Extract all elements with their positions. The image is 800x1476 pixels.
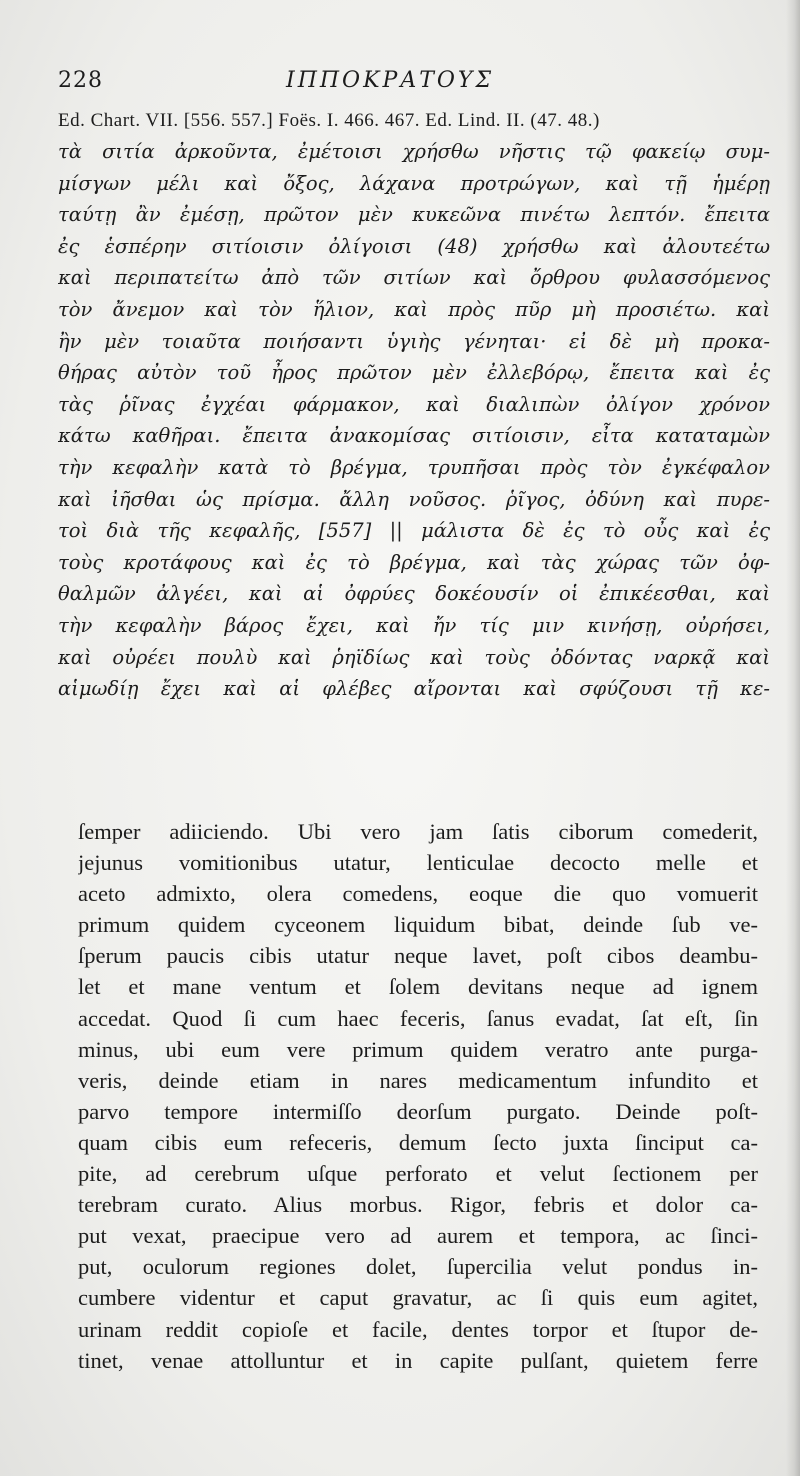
- greek-line: τὰς ῥῖνας ἐγχέαι φάρμακον, καὶ διαλιπὼν ὀλίγον χρόνον: [58, 392, 770, 416]
- latin-line: let et mane ventum et ſolem devitans neque ad ignem: [78, 974, 758, 1000]
- latin-line: quam cibis eum refeceris, demum ſecto juxta ſinciput ca-: [78, 1129, 758, 1155]
- latin-line: terebram curato. Alius morbus. Rigor, febris et dolor ca-: [78, 1192, 758, 1218]
- latin-text-block: [78, 816, 758, 1376]
- latin-line: urinam reddit copioſe et facile, dentes torpor et ſtupor de-: [78, 1316, 758, 1342]
- greek-line: τὰ σιτία ἀρκοῦντα, ἐμέτοισι χρήσθω νῆστις τῷ φακείῳ συμ-: [58, 140, 770, 163]
- greek-line: τὴν κεφαλὴν κατὰ τὸ βρέγμα, τρυπῆσαι πρὸς τὸν ἐγκέφαλον: [58, 455, 770, 479]
- greek-line: τὸν ἄνεμον καὶ τὸν ἥλιον, καὶ πρὸς πῦρ μὴ προσιέτω. καὶ: [58, 297, 770, 321]
- edition-reference: Ed. Chart. VII. [556. 557.] Foës. I. 466. 467. Ed. Lind. II. (47. 48.): [58, 110, 600, 131]
- latin-line: pite, ad cerebrum uſque perforato et velut ſectionem per: [78, 1161, 758, 1187]
- greek-line: τοὺς κροτάφους καὶ ἐς τὸ βρέγμα, καὶ τὰς χώρας τῶν ὀφ-: [58, 550, 770, 574]
- latin-line: accedat. Quod ſi cum haec feceris, ſanus evadat, ſat eſt, ſin: [78, 1005, 758, 1031]
- latin-line: primum quidem cyceonem liquidum bibat, deinde ſub ve-: [78, 912, 758, 938]
- greek-line: μίσγων μέλι καὶ ὄξος, λάχανα προτρώγων, καὶ τῇ ἡμέρῃ: [58, 171, 770, 195]
- latin-line: put, oculorum regiones dolet, ſupercilia velut pondus in-: [78, 1254, 758, 1280]
- greek-line: αἱμωδίῃ ἔχει καὶ αἱ φλέβες αἴρονται καὶ σφύζουσι τῇ κε-: [58, 677, 770, 701]
- latin-line: put vexat, praecipue vero ad aurem et tempora, ac ſinci-: [78, 1223, 758, 1249]
- running-title: ΙΠΠΟΚΡΑΤΟΥΣ: [286, 68, 495, 93]
- greek-line: τοὶ διὰ τῆς κεφαλῆς, [557] || μάλιστα δὲ ἐς τὸ οὖς καὶ ἐς: [58, 519, 770, 543]
- page-header: [58, 68, 758, 108]
- latin-line: veris, deinde etiam in nares medicamentum infundito et: [78, 1067, 758, 1093]
- greek-line: τὴν κεφαλὴν βάρος ἔχει, καὶ ἤν τίς μιν κινήσῃ, οὐρήσει,: [58, 613, 770, 637]
- greek-line: θήρας αὐτὸν τοῦ ἦρος πρῶτον μὲν ἐλλεβόρῳ, ἔπειτα καὶ ἐς: [58, 361, 770, 385]
- latin-line: minus, ubi eum vere primum quidem veratro ante purga-: [78, 1036, 758, 1062]
- greek-text-block: [58, 136, 770, 705]
- page-number: 228: [58, 68, 103, 93]
- greek-line: καὶ οὐρέει πουλὺ καὶ ῥηϊδίως καὶ τοὺς ὀδόντας ναρκᾷ καὶ: [58, 645, 770, 669]
- greek-line: ταύτῃ ἂν ἐμέσῃ, πρῶτον μὲν κυκεῶνα πινέτω λεπτόν. ἔπειτα: [58, 203, 770, 227]
- greek-line: ἢν μὲν τοιαῦτα ποιήσαντι ὑγιὴς γένηται· εἰ δὲ μὴ προκα-: [58, 329, 770, 353]
- greek-line: καὶ περιπατείτω ἀπὸ τῶν σιτίων καὶ ὄρθρου φυλασσόμενος: [58, 266, 770, 290]
- greek-line: θαλμῶν ἀλγέει, καὶ αἱ ὀφρύες δοκέουσίν οἱ ἐπικέεσθαι, καὶ: [58, 582, 770, 606]
- greek-line: κάτω καθῆραι. ἔπειτα ἀνακομίσας σιτίοισιν, εἶτα καταταμὼν: [58, 424, 770, 448]
- latin-line: parvo tempore intermiſſo deorſum purgato. Deinde poſt-: [78, 1098, 758, 1124]
- latin-line: ſemper adiiciendo. Ubi vero jam ſatis ciborum comederit,: [78, 819, 758, 844]
- latin-line: jejunus vomitionibus utatur, lenticulae decocto melle et: [78, 850, 758, 876]
- latin-line: ſperum paucis cibis utatur neque lavet, poſt cibos deambu-: [78, 943, 758, 969]
- greek-line: ἐς ἑσπέρην σιτίοισιν ὀλίγοισι (48) χρήσθω καὶ ἀλουτεέτω: [58, 234, 770, 258]
- page-edge-shadow: [786, 0, 800, 1476]
- latin-line: cumbere videntur et caput gravatur, ac ſi quis eum agitet,: [78, 1285, 758, 1311]
- greek-line: καὶ ἰῆσθαι ὡς πρίσμα. ἄλλη νοῦσος. ῥῖγος, ὀδύνη καὶ πυρε-: [58, 487, 770, 511]
- latin-line: aceto admixto, olera comedens, eoque die quo vomuerit: [78, 881, 758, 907]
- latin-line: tinet, venae attolluntur et in capite pulſant, quietem ferre: [78, 1347, 758, 1373]
